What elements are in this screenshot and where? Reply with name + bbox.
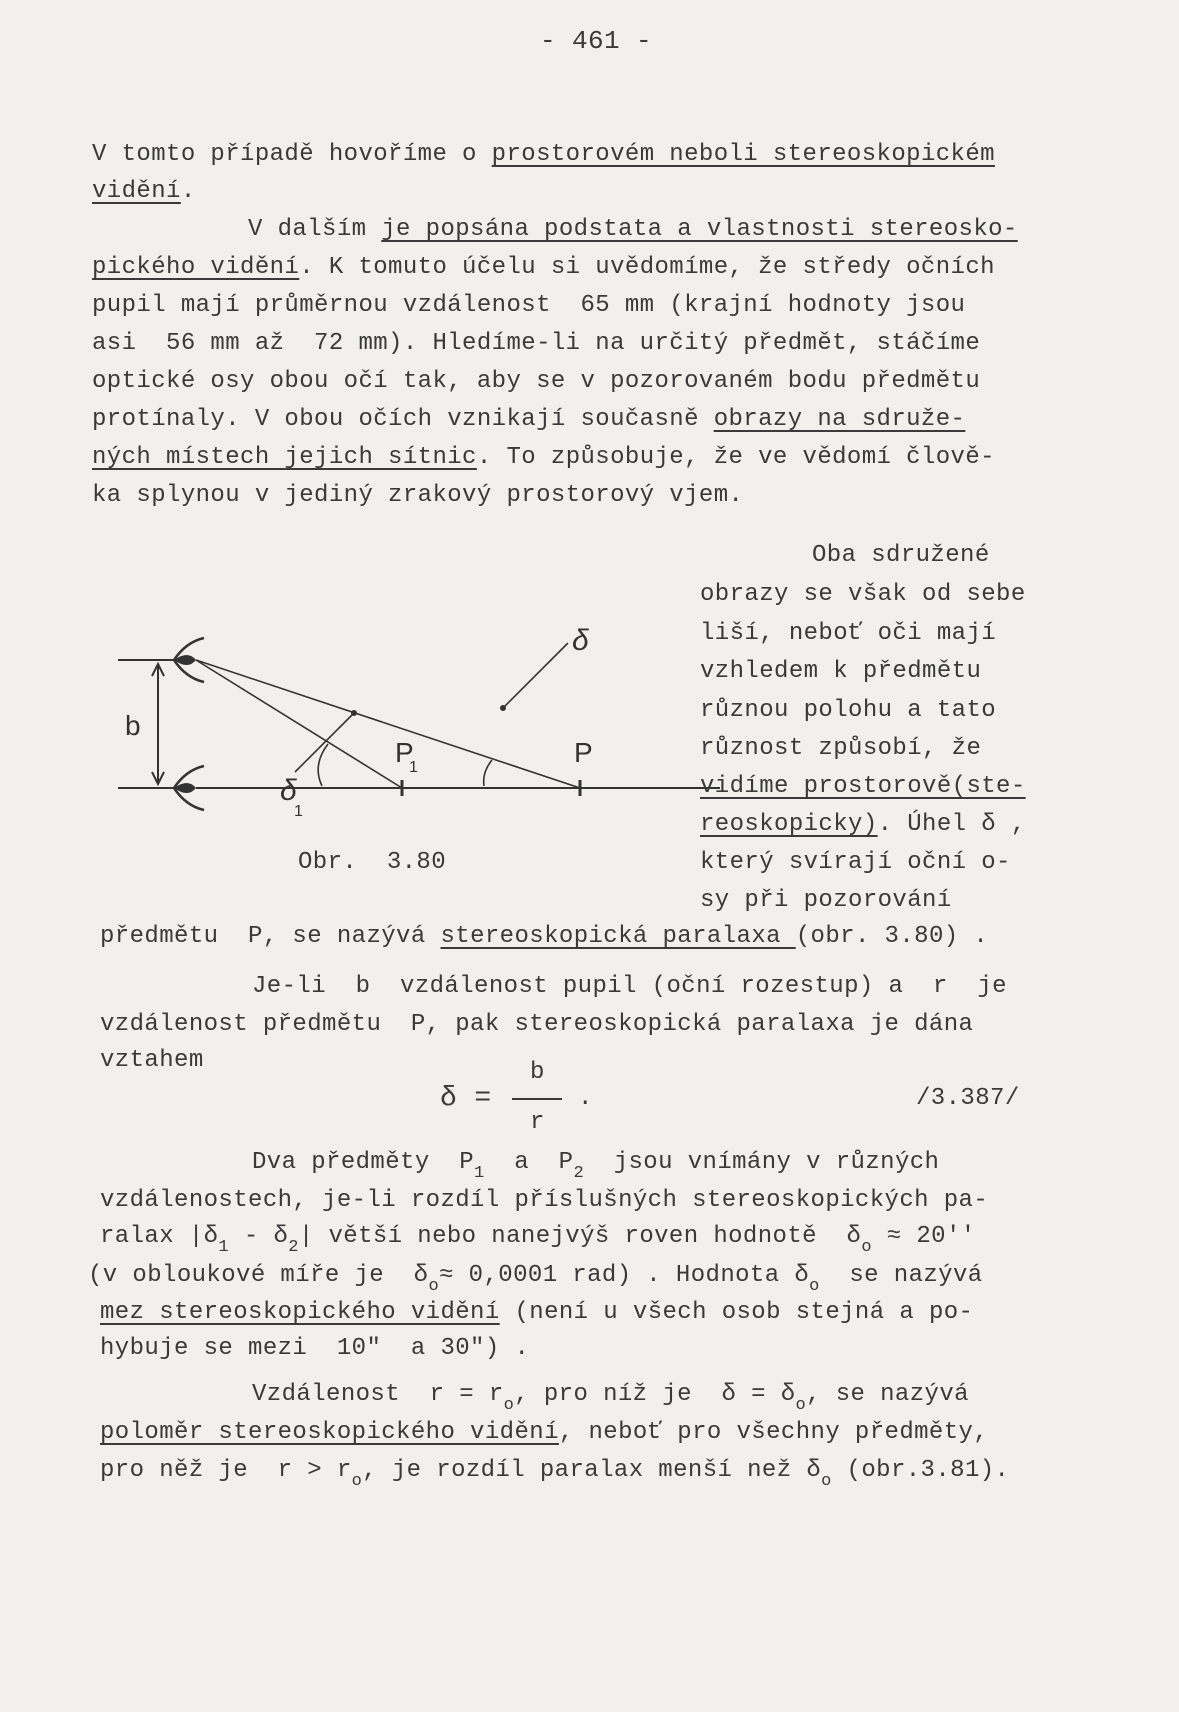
text: . K tomuto účelu si uvědomíme, že středy očních	[299, 254, 995, 281]
paragraph-2-line-8: ka splynou v jediný zrakový prostorový vjem.	[92, 482, 744, 509]
text: (v obloukové míře je δ	[88, 1262, 429, 1289]
dimension-arrow-b	[152, 664, 164, 784]
paragraph-4-line-1: Je-li b vzdálenost pupil (oční rozestup) a r je	[252, 973, 1007, 1000]
label-p1-sub: 1	[409, 759, 418, 776]
text: , je rozdíl paralax menší než δ	[362, 1457, 822, 1484]
text: a P	[484, 1149, 574, 1176]
fraction-bar	[512, 1098, 562, 1100]
paragraph-5-line-6: hybuje se mezi 10" a 30") .	[100, 1335, 530, 1362]
text: | větší nebo nanejvýš roven hodnotě δ	[298, 1223, 862, 1250]
text: pro něž je r > r	[100, 1457, 352, 1484]
side-line-3: liší, neboť oči mají	[700, 620, 997, 647]
term-stereoskopicka-paralaxa: stereoskopická paralaxa	[440, 923, 796, 950]
side-line-7	[700, 772, 1026, 802]
eye-icon-top	[174, 638, 204, 682]
paragraph-2-line-5: optické osy obou očí tak, aby se v pozorovaném bodu předmětu	[92, 368, 981, 395]
text: se nazývá	[819, 1262, 983, 1289]
paragraph-5-line-2: vzdálenostech, je-li rozdíl příslušných stereoskopických pa-	[100, 1187, 989, 1214]
paragraph-6-line-2	[100, 1418, 988, 1448]
term-stereoskopicky: reoskopicky)	[700, 811, 878, 838]
text: V tomto případě hovoříme o	[92, 141, 492, 168]
equation-number: /3.387/	[916, 1085, 1020, 1112]
label-p1: P	[395, 737, 414, 768]
term-obrazy-sdruzene: obrazy na sdruže-	[713, 406, 966, 433]
paragraph-2-line-1	[248, 215, 1018, 245]
text: Dva předměty P	[252, 1149, 475, 1176]
subscript: 2	[573, 1164, 585, 1183]
text: ralax |δ	[100, 1223, 219, 1250]
subscript: o	[428, 1277, 440, 1296]
side-line-5: různou polohu a tato	[700, 697, 997, 724]
ray-to-p	[196, 660, 580, 788]
paragraph-2-line-6	[92, 405, 965, 435]
paragraph-1-line-2	[92, 177, 196, 207]
paragraph-6-line-1	[252, 1380, 969, 1415]
label-b: b	[125, 710, 141, 741]
side-line-9: který svírají oční o-	[700, 849, 1011, 876]
paragraph-2-line-3: pupil mají průměrnou vzdálenost 65 mm (krajní hodnoty jsou	[92, 292, 966, 319]
leader-delta	[503, 643, 568, 708]
side-line-6: různost způsobí, že	[700, 735, 982, 762]
text: ≈ 0,0001 rad) . Hodnota δ	[439, 1262, 810, 1289]
page-number: - 461 -	[540, 26, 653, 56]
text: , pro níž je δ = δ	[514, 1381, 796, 1408]
paragraph-3-line-1	[100, 922, 988, 952]
text: , se nazývá	[806, 1381, 969, 1408]
subscript: o	[809, 1277, 820, 1296]
text: - δ	[229, 1223, 289, 1250]
text: ≈ 20′′	[871, 1223, 976, 1250]
term-polomer-stereoskopickeho-videni: poloměr stereoskopického vidění	[100, 1419, 559, 1446]
subscript: 1	[474, 1164, 485, 1183]
paragraph-4-line-2: vzdálenost předmětu P, pak stereoskopická paralaxa je dána	[100, 1011, 974, 1038]
equation-denominator: r	[530, 1109, 545, 1136]
term-videni: vidění	[92, 178, 181, 205]
term-mez-stereoskopickeho-videni: mez stereoskopického vidění	[100, 1299, 500, 1326]
paragraph-5-line-5	[100, 1298, 973, 1328]
text: (obr. 3.80) .	[795, 923, 989, 950]
paragraph-5-line-3	[100, 1222, 976, 1257]
side-line-8	[700, 810, 1026, 840]
text: (není u všech osob stejná a po-	[499, 1299, 974, 1326]
term-mista-sitnic: ných místech jejich sítnic	[92, 444, 477, 471]
term-videne-prostorove: vidíme prostorově(ste-	[700, 773, 1026, 800]
equation-numerator: b	[530, 1059, 545, 1086]
label-p: P	[574, 737, 593, 768]
text: , neboť pro všechny předměty,	[558, 1419, 989, 1446]
side-line-10: sy při pozorování	[700, 887, 952, 914]
side-line-1: Oba sdružené	[812, 542, 990, 569]
text: .	[180, 178, 196, 205]
text: jsou vnímány v různých	[584, 1149, 940, 1176]
text: . To způsobuje, že ve vědomí člově-	[476, 444, 995, 471]
paragraph-5-line-4	[88, 1261, 983, 1296]
paragraph-2-line-7	[92, 443, 995, 473]
subscript: o	[795, 1396, 807, 1415]
angle-arc-delta1	[318, 744, 328, 786]
term-prostorove-videni: prostorovém neboli stereoskopickém	[491, 141, 995, 168]
text: Vzdálenost r = r	[252, 1381, 504, 1408]
label-delta: δ	[572, 624, 589, 657]
label-delta1-sub: 1	[294, 803, 303, 820]
paragraph-2-line-4: asi 56 mm až 72 mm). Hledíme-li na určitý předmět, stáčíme	[92, 330, 981, 357]
term-stereoskopicke-videni: pického vidění	[92, 254, 300, 281]
paragraph-2-line-2	[92, 253, 995, 283]
paragraph-6-line-3	[100, 1456, 1010, 1491]
subscript: 2	[288, 1238, 299, 1257]
paragraph-1-line-1	[92, 140, 995, 170]
side-line-2: obrazy se však od sebe	[700, 581, 1026, 608]
subscript: 1	[218, 1238, 230, 1257]
equation-dot: .	[578, 1085, 593, 1112]
text: (obr.3.81).	[831, 1457, 1010, 1484]
subscript: o	[351, 1472, 363, 1491]
term-podstata: je popsána podstata a vlastnosti stereosko-	[381, 216, 1018, 243]
text: V dalším	[248, 216, 382, 243]
text: . Úhel δ ,	[877, 811, 1026, 838]
angle-arc-delta	[484, 760, 492, 786]
equation-lhs: δ =	[440, 1083, 492, 1114]
leader-delta1	[295, 713, 354, 772]
side-line-4: vzhledem k předmětu	[700, 658, 982, 685]
subscript: o	[861, 1238, 872, 1257]
figure-caption: Obr. 3.80	[298, 849, 447, 876]
label-delta1: δ	[280, 774, 297, 807]
subscript: o	[821, 1472, 832, 1491]
text: předmětu P, se nazývá	[100, 923, 441, 950]
subscript: o	[503, 1396, 515, 1415]
paragraph-5-line-1	[252, 1148, 940, 1183]
paragraph-4-line-3: vztahem	[100, 1047, 204, 1074]
text: protínaly. V obou očích vznikají současně	[92, 406, 714, 433]
